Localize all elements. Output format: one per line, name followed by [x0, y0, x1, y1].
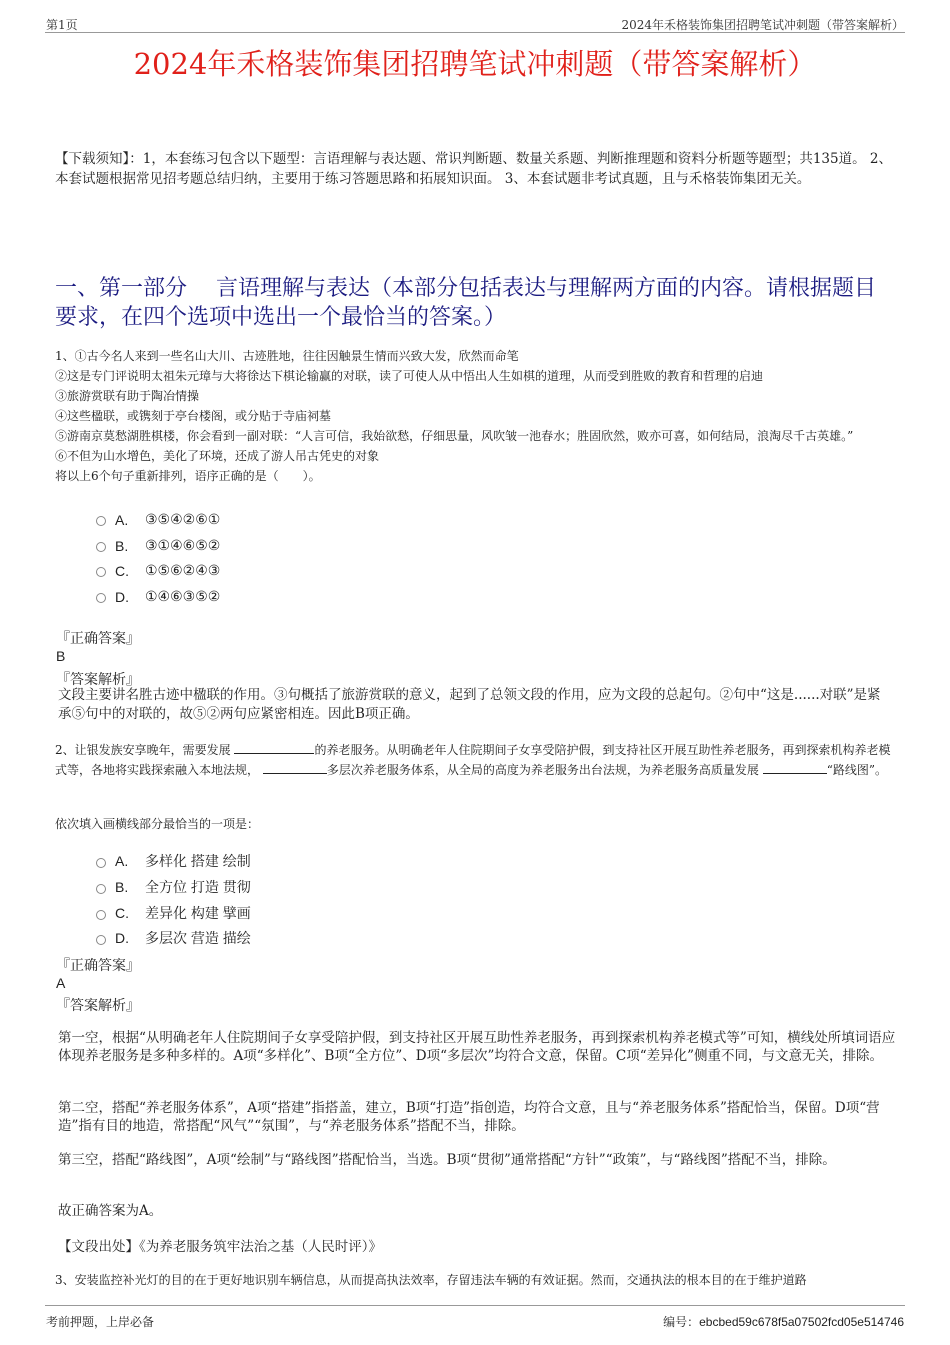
- source-citation: 【文段出处】《为养老服务筑牢法治之基（人民时评）》: [58, 1239, 382, 1255]
- fill-blank: [263, 761, 327, 774]
- analysis-label: 『答案解析』: [56, 998, 140, 1014]
- question-2-stem: 2、让银发族安享晚年，需要发展 的养老服务。从明确老年人住院期间子女享受陪护假，到支持社区开展互助性养老服务，再到探索机构养老模式等，各地将实践探索融入本地法规， 多层次养老服务体系，从全局的高度为养老服务出台法规，为养老服务高质量发展 “路线图”。: [55, 743, 891, 777]
- question-2-prompt: 依次填入画横线部分最恰当的一项是：: [55, 817, 260, 831]
- page-number: 第1页: [46, 18, 78, 32]
- correct-answer: B: [56, 648, 66, 664]
- question-3-stem: 3、安装监控补光灯的目的在于更好地识别车辆信息，从而提高执法效率，存留违法车辆的有效证据。然而，交通执法的根本目的在于维护道路: [55, 1273, 807, 1287]
- q2-option-b[interactable]: B. 全方位 打造 贯彻: [96, 877, 251, 897]
- analysis-paragraph: 第二空，搭配“养老服务体系”，A项“搭建”指搭盖，建立，B项“打造”指创造，均符合文意，且与“养老服务体系”搭配恰当，保留。D项“营造”指有目的地造，常搭配“风气”“氛围”，与“养老服务体系”搭配不当，排除。: [58, 1100, 880, 1134]
- analysis-label: 『答案解析』: [56, 672, 140, 688]
- header-title: 2024年禾格装饰集团招聘笔试冲刺题（带答案解析）: [621, 18, 904, 32]
- answer-label: 『正确答案』: [56, 631, 140, 647]
- radio-icon[interactable]: [96, 858, 106, 868]
- q1-option-a[interactable]: A. ③⑤④②⑥①: [96, 511, 220, 528]
- stem-line: ⑤游南京莫愁湖胜棋楼，你会看到一副对联：“人言可信，我始欲愁，仔细思量，风吹皱一池春水；胜固欣然，败亦可喜，如何结局，浪淘尽千古英雄。”: [55, 429, 854, 443]
- analysis-text: 文段主要讲名胜古迹中楹联的作用。③句概括了旅游赏联的意义，起到了总领文段的作用，应为文段的总起句。②句中“这是......对联”是紧承⑤句中的对联的，故⑤②两句应紧密相连。因此B项正确。: [58, 687, 881, 722]
- document-title: 2024年禾格装饰集团招聘笔试冲刺题（带答案解析）: [133, 47, 817, 81]
- download-notice: 【下载须知】：1，本套练习包含以下题型：言语理解与表达题、常识判断题、数量关系题、判断推理题和资料分析题等题型；共135道。 2、本套试题根据常见招考题总结归纳，主要用于练习答题思路和拓展知识面。 3、本套试题非考试真题，且与禾格装饰集团无关。: [55, 151, 892, 187]
- q2-option-a[interactable]: A. 多样化 搭建 绘制: [96, 851, 251, 871]
- section-heading: 一、第一部分 言语理解与表达（本部分包括表达与理解两方面的内容。请根据题目要求，在四个选项中选出一个最恰当的答案。）: [55, 276, 876, 330]
- footer-divider: [45, 1305, 905, 1306]
- radio-icon[interactable]: [96, 593, 106, 603]
- fill-blank: [234, 741, 314, 754]
- footer-code: 编号：ebcbed59c678f5a07502fcd05e514746: [663, 1315, 904, 1329]
- analysis-paragraph: 第一空，根据“从明确老年人住院期间子女享受陪护假，到支持社区开展互助性养老服务，再到探索机构养老模式等”可知，横线处所填词语应体现养老服务是多种多样的。A项“多样化”、B项“全方位”、D项“多层次”均符合文意，保留。C项“差异化”侧重不同，与文意无关，排除。: [58, 1030, 896, 1064]
- correct-answer: A: [56, 975, 66, 991]
- radio-icon[interactable]: [96, 884, 106, 894]
- radio-icon[interactable]: [96, 910, 106, 920]
- q2-option-d[interactable]: D. 多层次 营造 描绘: [96, 928, 251, 948]
- q1-option-b[interactable]: B. ③①④⑥⑤②: [96, 537, 220, 554]
- footer-slogan: 考前押题，上岸必备: [46, 1315, 155, 1329]
- stem-line: ⑥不但为山水增色，美化了环境，还成了游人吊古凭史的对象: [55, 449, 380, 463]
- stem-line: 将以上6个句子重新排列，语序正确的是（ ）。: [55, 469, 321, 483]
- q1-option-d[interactable]: D. ①④⑥③⑤②: [96, 588, 220, 605]
- analysis-paragraph: 第三空，搭配“路线图”，A项“绘制”与“路线图”搭配恰当，当选。B项“贯彻”通常搭配“方针”“政策”，与“路线图”搭配不当，排除。: [58, 1152, 836, 1168]
- analysis-paragraph: 故正确答案为A。: [58, 1203, 163, 1219]
- stem-line: 1、①古今名人来到一些名山大川、古迹胜地，往往因触景生情而兴致大发，欣然而命笔: [55, 349, 519, 363]
- answer-label: 『正确答案』: [56, 958, 140, 974]
- fill-blank: [763, 761, 827, 774]
- q2-option-c[interactable]: C. 差异化 构建 擘画: [96, 903, 251, 923]
- header-divider: [45, 32, 905, 33]
- q1-option-c[interactable]: C. ①⑤⑥②④③: [96, 562, 220, 579]
- radio-icon[interactable]: [96, 567, 106, 577]
- radio-icon[interactable]: [96, 935, 106, 945]
- radio-icon[interactable]: [96, 542, 106, 552]
- stem-line: ③旅游赏联有助于陶冶情操: [55, 389, 200, 403]
- stem-line: ②这是专门评说明太祖朱元璋与大将徐达下棋论输赢的对联，读了可使人从中悟出人生如棋的道理，从而受到胜败的教育和哲理的启迪: [55, 369, 764, 383]
- question-1-stem: [55, 346, 900, 486]
- radio-icon[interactable]: [96, 516, 106, 526]
- stem-line: ④这些楹联，或镌刻于亭台楼阁，或分贴于寺庙祠墓: [55, 409, 332, 423]
